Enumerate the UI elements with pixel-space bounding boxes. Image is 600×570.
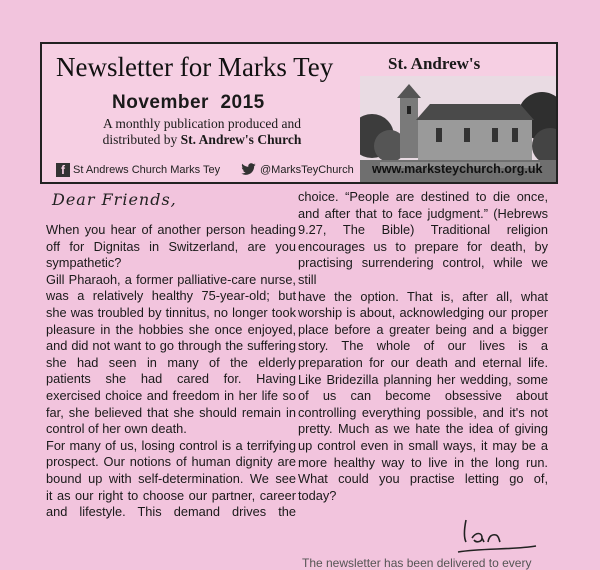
letter-line: Like Bridezilla planning her wedding, some	[298, 371, 548, 387]
letter-line: worship is about, acknowledging our proper	[298, 305, 548, 321]
facebook-link[interactable]	[56, 163, 220, 177]
letter-line: up control even in small ways, it may be a	[298, 437, 548, 453]
letter-line: and did not want to go through the suffering	[46, 338, 296, 354]
church-name: St. Andrew's	[388, 54, 481, 73]
subtitle-line2-prefix: distributed by	[102, 132, 181, 147]
letter-line: and after that to face judgment.” (Hebrews	[298, 205, 548, 221]
subtitle-church: St. Andrew's Church	[180, 132, 302, 147]
facebook-icon: f	[56, 163, 70, 177]
letter-line: she had seen in many of the elderly	[46, 354, 296, 370]
letter-line: sympathetic?	[46, 255, 122, 271]
letter-column-left	[46, 222, 296, 521]
website-link[interactable]: www.marksteychurch.org.uk	[372, 162, 543, 176]
letter-line: was a relatively healthy 75-year-old; but	[46, 288, 296, 304]
publication-subtitle	[72, 116, 332, 148]
letter-line: 9.27, The Bible) Traditional religion	[298, 222, 548, 238]
subtitle-line1: A monthly publication produced and	[103, 116, 301, 131]
letter-line: patients she had cared for. Having	[46, 371, 296, 387]
letter-line: Gill Pharaoh, a former palliative-care nurse,	[46, 271, 296, 287]
letter-line: of us can become obsessive about	[298, 388, 548, 404]
letter-line: What could you practise letting go of, today?	[298, 471, 548, 503]
handwritten-signature	[452, 516, 542, 560]
issue-month: November 2015	[112, 92, 265, 113]
letter-line: place before a greater being and a bigger	[298, 321, 548, 337]
facebook-label: St Andrews Church Marks Tey	[73, 164, 221, 176]
letter-greeting: Dear Friends,	[52, 190, 177, 209]
contact-strip	[42, 160, 560, 182]
twitter-label: @MarksTeyChurch	[260, 163, 354, 176]
newsletter-title: Newsletter for Marks Tey	[56, 52, 334, 82]
letter-line: encourages us to prepare for death, by	[298, 238, 548, 254]
letter-line: exercised choice and freedom in her life so	[46, 387, 296, 403]
letter-line: controlling everything possible, and it's not	[298, 404, 548, 420]
letter-line: practising surrendering control, while we still	[298, 255, 548, 287]
letter-line: she was troubled by tinnitus, no longer took	[46, 304, 296, 320]
twitter-icon	[240, 163, 257, 176]
letter-line: off for Dignitas in Switzerland, are you	[46, 238, 296, 254]
letter-line: far, she believed that she should remain in	[46, 404, 296, 420]
letter-line: story. The whole of our lives is a	[298, 338, 548, 354]
letter-line: bound up with self-determination. We see	[46, 470, 296, 486]
twitter-link[interactable]	[240, 163, 354, 176]
letter-line: and lifestyle. This demand drives the	[46, 504, 296, 520]
letter-line: For many of us, losing control is a terrifying	[46, 437, 296, 453]
letter-line: pretty. Much as we hate the idea of giving	[298, 421, 548, 437]
letter-line: preparation for our death and eternal life.	[298, 354, 548, 370]
letter-line: prospect. Our notions of human dignity are	[46, 454, 296, 470]
masthead	[40, 42, 558, 184]
letter-line: it as our right to choose our partner, career	[46, 487, 296, 503]
letter-line: have the option. That is, after all, what	[298, 288, 548, 304]
letter-column-right	[298, 189, 548, 504]
letter-line: control of her own death.	[46, 421, 187, 437]
distribution-note: The newsletter has been delivered to every	[302, 556, 532, 570]
letter-line: pleasure in the hobbies she once enjoyed,	[46, 321, 296, 337]
letter-line: more healthy way to live in the long run.	[298, 454, 548, 470]
letter-line: When you hear of another person heading	[46, 222, 296, 237]
letter-line: choice. “People are destined to die once,	[298, 189, 548, 204]
